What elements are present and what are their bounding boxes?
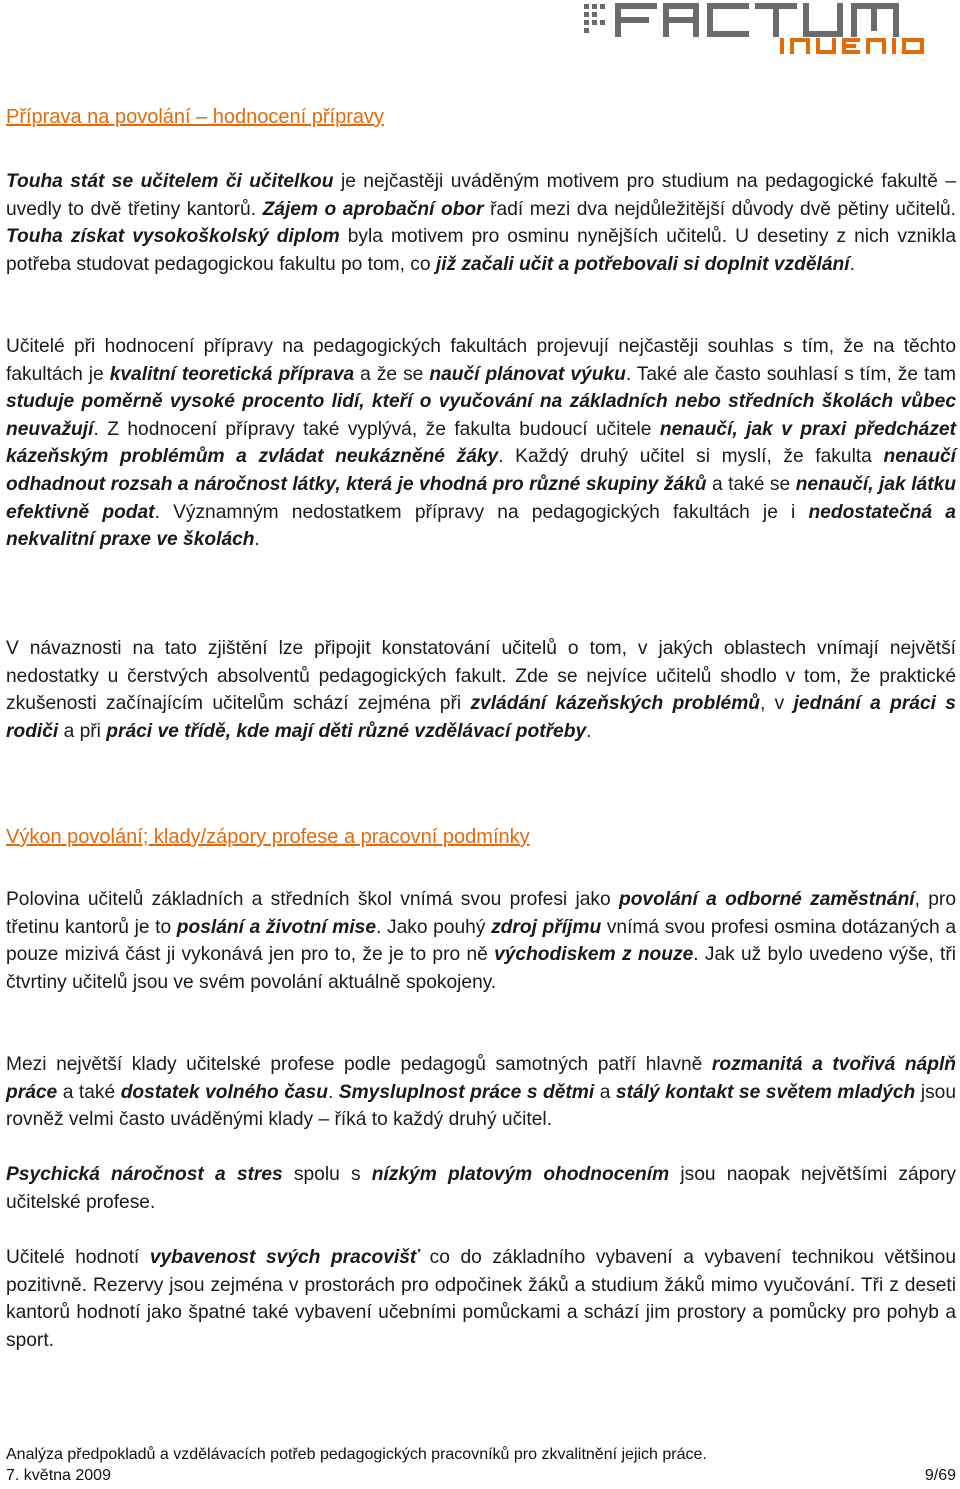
body-text: , pro třetinu kantorů je to (6, 889, 956, 938)
body-text: Mezi největší klady učitelské profese podle pedagogů samotných patří hlavně (6, 1054, 712, 1075)
paragraph-profession-cons (6, 1161, 956, 1216)
body-text: byla motivem pro osminu nynějších učitelů. U desetiny z nich vznikla potřeba studovat pedagogickou fakultu po tom, co (6, 226, 957, 275)
paragraph-profession-pros (6, 1051, 956, 1134)
body-text: . Každý druhý učitel si myslí, že fakulta (498, 446, 884, 468)
body-text: V návaznosti na tato zjištění lze připojit konstatování učitelů o tom, v jakých oblastech vnímají největší nedostatky u čerstvých absolventů pedagogických fakult. Zde se nejvíce učitelů shodlo v tom, že praktické zkušenosti začínajícím učitelům schází zejména při (6, 638, 956, 715)
emphasis-text: rozmanitá a tvořivá náplň práce (6, 1054, 957, 1103)
emphasis-text: vybavenost svých pracovišť (149, 1247, 420, 1268)
body-text: Učitelé při hodnocení přípravy na pedagogických fakultách projevují nejčastěji souhlas s tím, že na těchto fakultách je (6, 336, 956, 385)
body-text: . Významným nedostatkem přípravy na pedagogických fakultách je i (154, 501, 809, 523)
body-text: spolu s (282, 1164, 372, 1185)
emphasis-text: Smysluplnost práce s dětmi (338, 1081, 595, 1103)
body-text: . (586, 720, 592, 742)
factum-invenio-logo (582, 0, 952, 56)
body-text: . (327, 1081, 339, 1103)
emphasis-text: Psychická náročnost a stres (6, 1164, 283, 1185)
body-text: . Jak už bylo uvedeno výše, tři čtvrtiny učitelů jsou ve svém povolání aktuálně spokojeny. (6, 944, 956, 993)
section-heading-preparation: Příprava na povolání – hodnocení přípravy (6, 106, 385, 128)
body-text: jsou naopak největšími zápory učitelské profese. (6, 1164, 956, 1213)
body-text: . (254, 529, 260, 551)
paragraph-motivation (6, 168, 956, 278)
section-heading-profession: Výkon povolání; klady/zápory profese a pracovní podmínky (6, 826, 530, 848)
emphasis-text: zdroj příjmu (491, 916, 602, 938)
body-text: a také (57, 1081, 121, 1103)
emphasis-text: Touha získat vysokoškolský diplom (6, 226, 340, 248)
emphasis-text: východiskem z nouze (494, 944, 694, 966)
body-text: je nejčastěji uváděným motivem pro studium na pedagogické fakultě – uvedly to dvě třetiny kantorů. (6, 171, 956, 220)
emphasis-text: dostatek volného času (120, 1081, 328, 1103)
body-text: . Jako pouhý (376, 916, 492, 938)
emphasis-text: zvládání kázeňských problémů (470, 693, 760, 715)
body-text: vnímá svou profesi osmina dotázaných a pouze mizivá část ji vykonává jen pro to, že je to pro ně (6, 916, 957, 966)
emphasis-text: nenaučí, jak v praxi předcházet kázeňským problémům a zvládat neukázněné žáky (6, 418, 956, 468)
emphasis-text: již začali učit a potřebovali si doplnit vzdělání (435, 253, 850, 275)
emphasis-text: povolání a odborné zaměstnání (618, 889, 915, 910)
emphasis-text: nedostatečná a nekvalitní praxe ve školách (6, 501, 956, 551)
paragraph-graduate-shortcomings (6, 635, 956, 745)
emphasis-text: práci ve třídě, kde mají děti různé vzdělávací potřeby (106, 720, 587, 742)
emphasis-text: studuje poměrně vysoké procento lidí, kteří o vyučování na základních nebo středních školách vůbec neuvažují (6, 391, 956, 440)
emphasis-text: kvalitní teoretická příprava (109, 363, 355, 385)
emphasis-text: Zájem o aprobační obor (262, 198, 484, 220)
paragraph-workplace-equipment (6, 1244, 956, 1354)
body-text: co do základního vybavení a vybavení technikou většinou pozitivně. Rezervy jsou zejména v prostorách pro odpočinek žáků a studium žáků mimo vyučování. Tři z deseti kantorů hodnotí jako špatné také vybavení učebními pomůckami a schází jim prostory a pomůcky pro pohyb a sport. (6, 1247, 956, 1351)
body-text: Učitelé hodnotí (6, 1247, 150, 1268)
body-text: . Také ale často souhlasí s tím, že tam (625, 363, 956, 385)
emphasis-text: Touha stát se učitelem či učitelkou (6, 171, 334, 192)
body-text: řadí mezi dva nejdůležitější důvody dvě pětiny učitelů. (483, 198, 956, 220)
emphasis-text: nenaučí, jak látku efektivně podat (6, 473, 956, 523)
emphasis-text: poslání a životní mise (176, 916, 377, 938)
footer-title: Analýza předpokladů a vzdělávacích potřeb pedagogických pracovníků pro zkvalitnění jejich práce. (6, 1446, 707, 1463)
emphasis-text: jednání a práci s rodiči (6, 693, 956, 742)
paragraph-profession-perception (6, 886, 956, 996)
body-text: a (594, 1081, 616, 1103)
emphasis-text: naučí plánovat výuku (429, 363, 626, 385)
logo-graphic (582, 0, 952, 56)
body-text: Polovina učitelů základních a středních škol vnímá svou profesi jako (6, 889, 619, 910)
emphasis-text: stálý kontakt se světem mladých (615, 1081, 916, 1103)
page-number: 9/69 (924, 1467, 956, 1484)
emphasis-text: nízkým platovým ohodnocením (371, 1164, 670, 1185)
body-text: jsou rovněž velmi často uváděnými klady – říká to každý druhý učitel. (6, 1081, 957, 1131)
paragraph-faculty-evaluation (6, 333, 956, 554)
emphasis-text: nenaučí odhadnout rozsah a náročnost látky, která je vhodná pro různé skupiny žáků (6, 446, 956, 495)
footer-date: 7. května 2009 (6, 1467, 111, 1484)
body-text: , v (759, 693, 794, 715)
body-text: a při (58, 720, 107, 742)
body-text: . (849, 253, 855, 275)
body-text: a že se (354, 363, 430, 385)
body-text: . Z hodnocení přípravy také vyplývá, že fakulta budoucí učitele (93, 418, 660, 440)
body-text: a také se (706, 473, 796, 495)
